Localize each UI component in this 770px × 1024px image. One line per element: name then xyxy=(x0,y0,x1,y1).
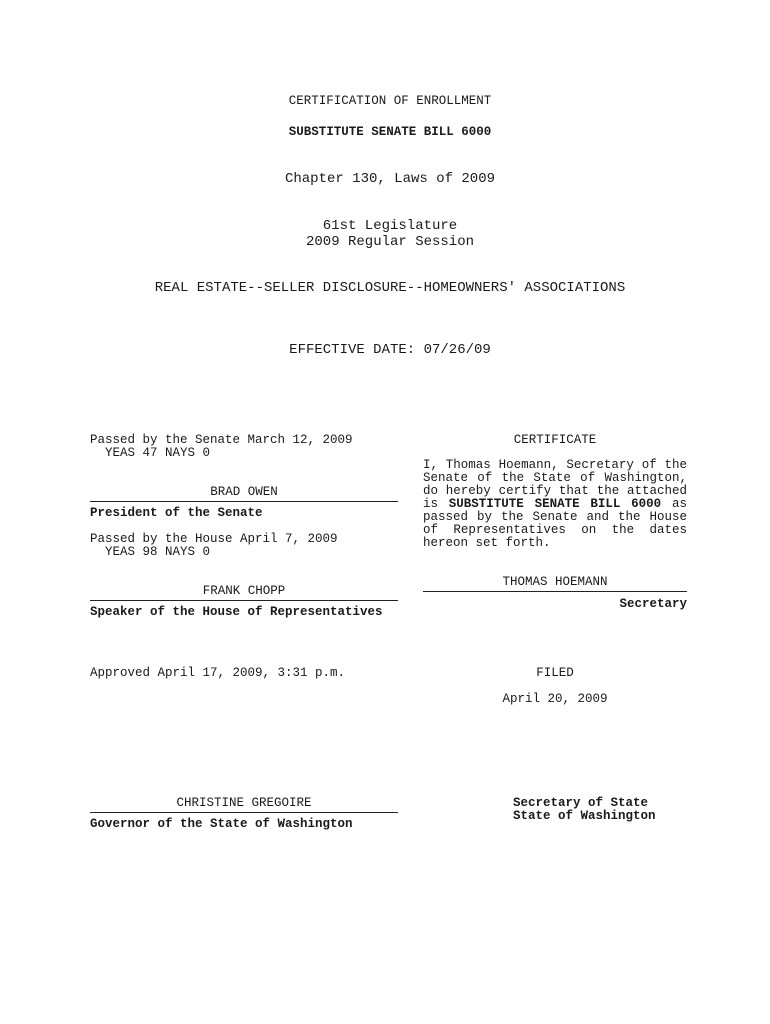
senate-passed: Passed by the Senate March 12, 2009 xyxy=(90,433,353,447)
governor-signature-line xyxy=(90,812,398,813)
house-title: Speaker of the House of Representatives xyxy=(90,605,383,619)
legislature-line: 61st Legislature xyxy=(322,218,458,234)
certificate-signature-line xyxy=(423,591,687,592)
certification-heading: CERTIFICATION OF ENROLLMENT xyxy=(288,94,492,108)
governor-signer: CHRISTINE GREGOIRE xyxy=(176,796,312,810)
house-signature-line xyxy=(90,600,398,601)
house-votes: YEAS 98 NAYS 0 xyxy=(105,545,211,559)
effective-date: EFFECTIVE DATE: 07/26/09 xyxy=(289,342,491,358)
house-signer: FRANK CHOPP xyxy=(202,584,286,598)
house-passed: Passed by the House April 7, 2009 xyxy=(90,532,338,546)
governor-approved: Approved April 17, 2009, 3:31 p.m. xyxy=(90,666,346,680)
certificate-title: Secretary xyxy=(619,597,687,611)
session-line: 2009 Regular Session xyxy=(305,234,475,250)
certificate-signer: THOMAS HOEMANN xyxy=(502,575,608,589)
certificate-bill: SUBSTITUTE SENATE BILL 6000 xyxy=(448,497,662,511)
senate-signature-line xyxy=(90,501,398,502)
filed-date: April 20, 2009 xyxy=(502,692,608,706)
senate-title: President of the Senate xyxy=(90,506,263,520)
state-of-washington: State of Washington xyxy=(513,809,656,823)
senate-votes: YEAS 47 NAYS 0 xyxy=(105,446,211,460)
bill-title: SUBSTITUTE SENATE BILL 6000 xyxy=(288,125,492,139)
certificate-text xyxy=(423,459,687,550)
secretary-of-state: Secretary of State xyxy=(513,796,649,810)
subject-line: REAL ESTATE--SELLER DISCLOSURE--HOMEOWNERS' ASSOCIATIONS xyxy=(154,280,626,296)
certificate-text-after: as passed by the Senate and the House of Representatives on the dates hereon set forth. xyxy=(423,497,687,550)
governor-title: Governor of the State of Washington xyxy=(90,817,353,831)
certificate-text-before: I, Thomas Hoemann, Secretary of the Senate of the State of Washington, do hereby certify that the attached is xyxy=(423,458,687,511)
filed-label: FILED xyxy=(536,666,574,680)
senate-signer: BRAD OWEN xyxy=(210,485,278,499)
certificate-heading: CERTIFICATE xyxy=(513,433,597,447)
chapter-line: Chapter 130, Laws of 2009 xyxy=(284,171,496,187)
